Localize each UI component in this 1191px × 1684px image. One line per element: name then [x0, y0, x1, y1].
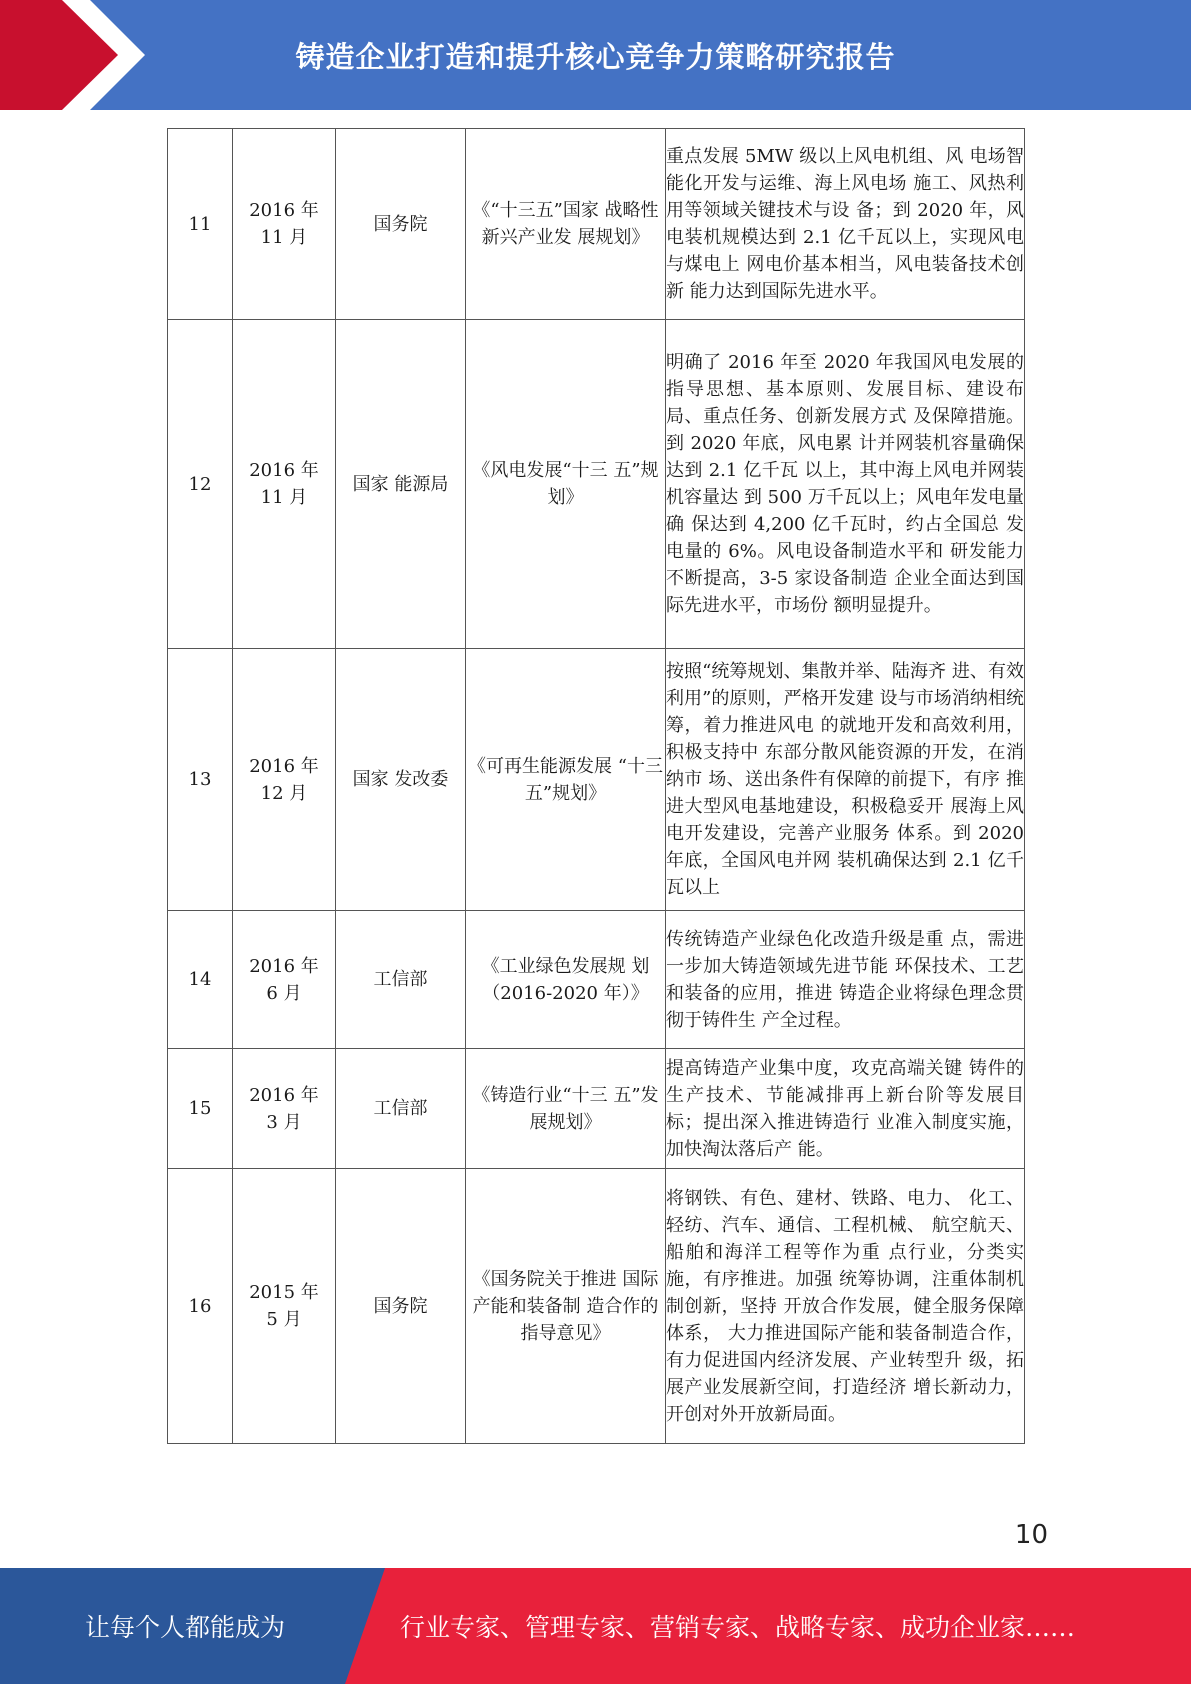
- row-number: 13: [168, 649, 233, 911]
- row-department: 国家 发改委: [336, 649, 466, 911]
- report-title: 铸造企业打造和提升核心竞争力策略研究报告: [295, 39, 896, 74]
- date-month: 3 月: [266, 1111, 302, 1133]
- row-document: 《铸造行业“十三 五”发展规划》: [466, 1049, 666, 1169]
- row-document: 《国务院关于推进 国际产能和装备制 造合作的指导意见》: [466, 1169, 666, 1444]
- row-date: [233, 1169, 336, 1444]
- row-department: 国务院: [336, 129, 466, 320]
- footer-slogan-right: 行业专家、管理专家、营销专家、战略专家、成功企业家……: [400, 1613, 1076, 1642]
- row-content: 将钢铁、有色、建材、铁路、电力、 化工、轻纺、汽车、通信、工程机械、 航空航天、船舶和海洋工程等作为重 点行业，分类实施，有序推进。加强 统筹协调，注重体制机制创新，坚持 开放合作发展，健全服务保障体系， 大力推进国际产能和装备制造合作， 有力促进国内经济发展、产业转型升 级，拓展产业发展新空间，打造经济 增长新动力，开创对外开放新局面。: [666, 1169, 1025, 1444]
- page-header: [0, 0, 1191, 110]
- row-content: 明确了 2016 年至 2020 年我国风电发展的指导思想、基本原则、发展目标、建设布局、重点任务、创新发展方式 及保障措施。到 2020 年底，风电累 计并网装机容量确保达到 2.1 亿千瓦 以上，其中海上风电并网装机容量达 到 500 万千瓦以上；风电年发电量确 保达到 4,200 亿千瓦时，约占全国总 发电量的 6%。风电设备制造水平和 研发能力不断提高，3-5 家设备制造 企业全面达到国际先进水平，市场份 额明显提升。: [666, 320, 1025, 649]
- date-year: 2016 年: [249, 200, 319, 221]
- row-department: 工信部: [336, 911, 466, 1049]
- row-date: [233, 649, 336, 911]
- row-number: 16: [168, 1169, 233, 1444]
- date-year: 2016 年: [249, 460, 319, 481]
- row-department: 国家 能源局: [336, 320, 466, 649]
- date-year: 2016 年: [249, 1084, 319, 1106]
- table-row: [168, 1169, 1025, 1444]
- table-row: [168, 1049, 1025, 1169]
- date-month: 6 月: [266, 982, 302, 1004]
- date-month: 12 月: [260, 782, 308, 804]
- date-year: 2015 年: [249, 1282, 319, 1303]
- date-month: 11 月: [260, 227, 308, 248]
- row-document: 《“十三五”国家 战略性新兴产业发 展规划》: [466, 129, 666, 320]
- row-content: 重点发展 5MW 级以上风电机组、风 电场智能化开发与运维、海上风电场 施工、风热利用等领域关键技术与设 备；到 2020 年，风电装机规模达到 2.1 亿千瓦以上，实现风电与煤电上 网电价基本相当，风电装备技术创新 能力达到国际先进水平。: [666, 129, 1025, 320]
- table-row: [168, 320, 1025, 649]
- footer-slogan-left: 让每个人都能成为: [84, 1613, 285, 1642]
- table-row: [168, 911, 1025, 1049]
- row-department: 工信部: [336, 1049, 466, 1169]
- row-date: [233, 1049, 336, 1169]
- row-content: 按照“统筹规划、集散并举、陆海齐 进、有效利用”的原则，严格开发建 设与市场消纳相统筹，着力推进风电 的就地开发和高效利用，积极支持中 东部分散风能资源的开发，在消纳市 场、送出条件有保障的前提下，有序 推进大型风电基地建设，积极稳妥开 展海上风电开发建设，完善产业服务 体系。到 2020 年底，全国风电并网 装机确保达到 2.1 亿千瓦以上: [666, 649, 1025, 911]
- row-number: 12: [168, 320, 233, 649]
- row-document: 《工业绿色发展规 划（2016-2020 年）》: [466, 911, 666, 1049]
- date-year: 2016 年: [249, 755, 319, 777]
- date-year: 2016 年: [249, 955, 319, 977]
- page-footer: [0, 1568, 1191, 1684]
- header-chevron-decoration: [0, 0, 160, 110]
- page-number: 10: [1014, 1520, 1048, 1550]
- row-number: 14: [168, 911, 233, 1049]
- row-content: 提高铸造产业集中度，攻克高端关键 铸件的生产技术、节能减排再上新台阶等发展目标；提出深入推进铸造行 业准入制度实施，加快淘汰落后产 能。: [666, 1049, 1025, 1169]
- date-month: 5 月: [266, 1309, 302, 1330]
- row-date: [233, 911, 336, 1049]
- row-date: [233, 129, 336, 320]
- policy-table: [167, 128, 1025, 1444]
- row-number: 15: [168, 1049, 233, 1169]
- table-row: [168, 129, 1025, 320]
- row-document: 《风电发展“十三 五”规划》: [466, 320, 666, 649]
- row-content: 传统铸造产业绿色化改造升级是重 点，需进一步加大铸造领域先进节能 环保技术、工艺和装备的应用，推进 铸造企业将绿色理念贯彻于铸件生 产全过程。: [666, 911, 1025, 1049]
- date-month: 11 月: [260, 487, 308, 508]
- table-row: [168, 649, 1025, 911]
- row-date: [233, 320, 336, 649]
- row-document: 《可再生能源发展 “十三五”规划》: [466, 649, 666, 911]
- row-number: 11: [168, 129, 233, 320]
- row-department: 国务院: [336, 1169, 466, 1444]
